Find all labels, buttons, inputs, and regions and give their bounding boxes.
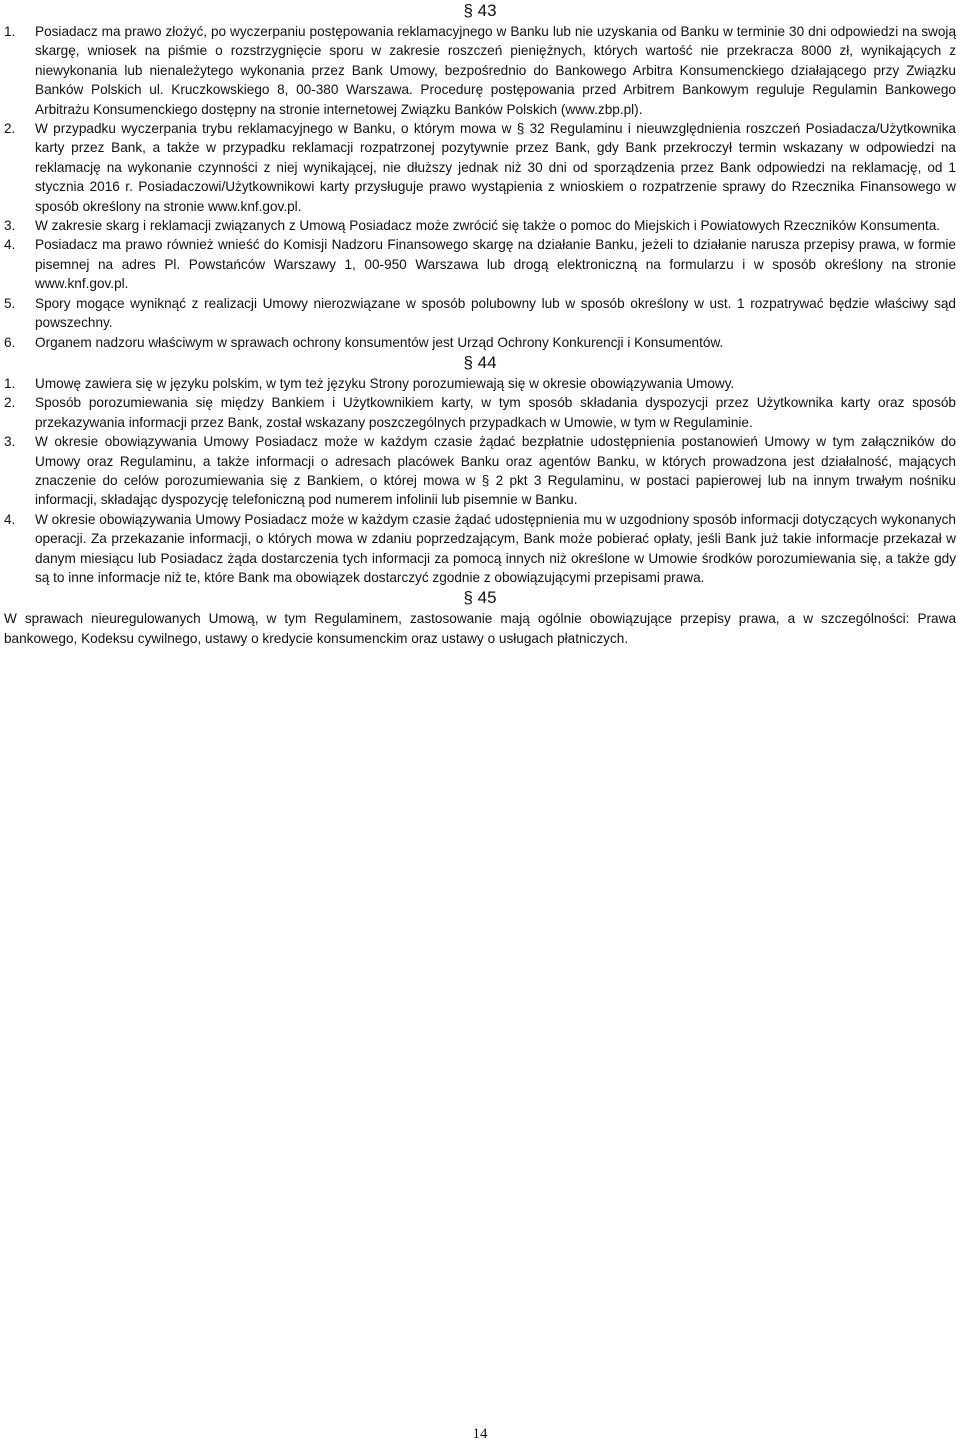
list-item <box>4 393 956 432</box>
section-45 <box>4 587 956 648</box>
list-item <box>4 374 956 393</box>
list-item <box>4 22 956 119</box>
section-paragraph: W sprawach nieuregulowanych Umową, w tym Regulaminem, zastosowanie mają ogólnie obowiązujące przepisy prawa, a w szczególności: Prawa bankowego, Kodeksu cywilnego, ustawy o kredycie konsumenckim oraz ustawy o usługach płatniczych. <box>4 611 956 646</box>
item-text: Sposób porozumiewania się między Bankiem i Użytkownikiem karty, w tym sposób składania dyspozycji przez Użytkownika karty oraz sposób przekazywania informacji przez Bank, został wskazany poszczególnych przypadkach w Umowie, w tym w Regulaminie. <box>35 395 956 430</box>
item-text: Posiadacz ma prawo złożyć, po wyczerpaniu postępowania reklamacyjnego w Banku lub nie uzyskania od Banku w terminie 30 dni odpowiedzi na swoją skargę, wniosek na piśmie o rozstrzygnięcie sporu w zakresie roszczeń pieniężnych, których wartość nie przekracza 8000 zł, wynikających z niewykonania lub nienależytego wykonania przez Bank Umowy, bezpośrednio do Bankowego Arbitra Konsumenckiego działającego przy Związku Banków Polskich ul. Kruczkowskiego 8, 00-380 Warszawa. Procedurę postępowania przed Arbitrem Bankowym reguluje Regulamin Bankowego Arbitrażu Konsumenckiego dostępny na stronie internetowej Związku Banków Polskich (www.zbp.pl). <box>35 24 956 117</box>
item-number: 1. <box>4 24 16 39</box>
list-item <box>4 294 956 333</box>
list-item <box>4 432 956 510</box>
item-text: Posiadacz ma prawo również wnieść do Komisji Nadzoru Finansowego skargę na działanie Banku, jeżeli to działanie narusza przepisy prawa, w formie pisemnej na adres Pl. Powstańców Warszawy 1, 00-950 Warszawa lub drogą elektroniczną na formularzu i w sposób określony na stronie www.knf.gov.pl. <box>35 237 956 292</box>
list-item <box>4 510 956 588</box>
item-text: W zakresie skarg i reklamacji związanych z Umową Posiadacz może zwrócić się także o pomoc do Miejskich i Powiatowych Rzeczników Konsumenta. <box>35 218 941 234</box>
list-item <box>4 333 956 352</box>
item-number: 6. <box>4 334 16 350</box>
section-44 <box>4 352 956 587</box>
item-number: 4. <box>4 511 16 527</box>
page-number: 14 <box>472 1426 488 1442</box>
section-heading: § 44 <box>463 352 497 372</box>
item-number: 1. <box>4 375 16 391</box>
item-number: 3. <box>4 218 16 234</box>
item-number: 3. <box>4 434 16 450</box>
item-number: 2. <box>4 121 16 137</box>
section-heading: § 43 <box>463 1 497 20</box>
item-number: 2. <box>4 395 16 411</box>
item-text: W przypadku wyczerpania trybu reklamacyjnego w Banku, o którym mowa w § 32 Regulaminu i nieuwzględnienia roszczeń Posiadacza/Użytkownika karty przez Bank, a także w przypadku reklamacji rozpatrzonej pozytywnie przez Bank, gdy Bank przekroczył termin wskazany w odpowiedzi na reklamację na wykonanie czynności z niej wynikającej, nie dłuższy jednak niż 30 dni od sporządzenia przez Bank odpowiedzi na reklamację, od 1 stycznia 2016 r. Posiadaczowi/Użytkownikowi karty przysługuje prawo wystąpienia z wnioskiem o rozpatrzenie sprawy do Rzecznika Finansowego w sposób określony na stronie www.knf.gov.pl. <box>35 121 956 214</box>
list-item <box>4 216 956 235</box>
list-item <box>4 119 956 216</box>
item-text: Spory mogące wyniknąć z realizacji Umowy nierozwiązane w sposób polubowny lub w sposób określony w ust. 1 rozpatrywać będzie właściwy sąd powszechny. <box>35 295 956 331</box>
item-number: 5. <box>4 295 16 311</box>
item-text: W okresie obowiązywania Umowy Posiadacz może w każdym czasie żądać bezpłatnie udostępnienia postanowień Umowy w tym załączników do Umowy oraz Regulaminu, a także informacji o adresach placówek Banku oraz agentów Banku, w których prowadzona jest działalność, mających znaczenie do celów porozumiewania się z Bankiem, o której mowa w § 2 pkt 3 Regulaminu, w postaci papierowej lub na innym trwałym nośniku informacji, składając dyspozycję telefoniczną pod numerem infolinii lub pisemnie w Banku. <box>35 434 956 508</box>
item-number: 4. <box>4 237 16 253</box>
list-item <box>4 235 956 293</box>
item-text: W okresie obowiązywania Umowy Posiadacz może w każdym czasie żądać udostępnienia mu w uzgodniony sposób informacji dotyczących wykonanych operacji. Za przekazanie informacji, o których mowa w zdaniu poprzedzającym, Bank może pobierać opłaty, jeśli Bank już takie informacje przekazał w danym miesiącu lub Posiadacz żąda dostarczenia tych informacji za pomocą innych niż określone w Umowie środków porozumiewania się, a także gdy są to inne informacje niż te, które Bank ma obowiązek dostarczyć zgodnie z obowiązującymi przepisami prawa. <box>35 511 956 585</box>
document-page <box>4 0 956 648</box>
item-text: Organem nadzoru właściwym w sprawach ochrony konsumentów jest Urząd Ochrony Konkurencji i Konsumentów. <box>35 334 724 350</box>
section-heading: § 45 <box>463 588 497 608</box>
section-43 <box>4 0 956 352</box>
item-text: Umowę zawiera się w języku polskim, w tym też języku Strony porozumiewają się w okresie obowiązywania Umowy. <box>35 375 735 391</box>
